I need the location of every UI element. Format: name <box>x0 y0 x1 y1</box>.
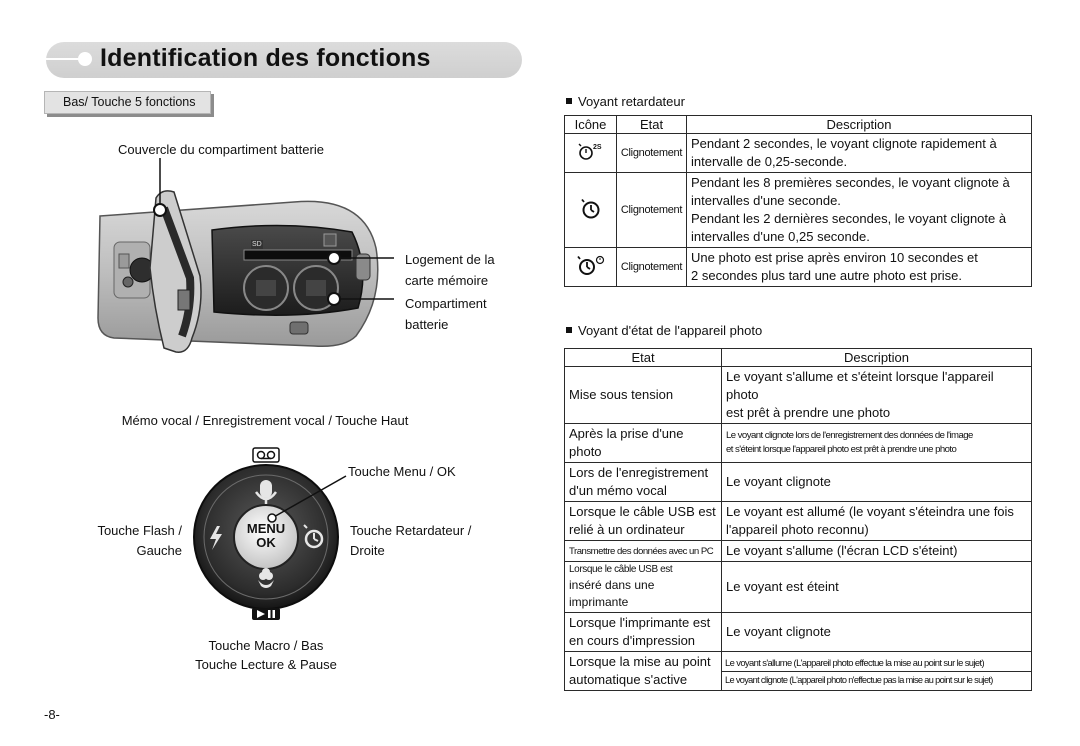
etat-cell: Clignotement <box>617 248 687 287</box>
etat-cell: Clignotement <box>617 173 687 248</box>
etat-cell: Transmettre des données avec un PC <box>565 541 722 562</box>
description-cell: Le voyant est allumé (le voyant s'éteindra une fois l'appareil photo reconnu) <box>722 502 1032 541</box>
double-self-timer-icon <box>575 253 607 277</box>
description-cell: Le voyant est éteint <box>722 562 1032 613</box>
table-row <box>565 248 1032 287</box>
icon-cell <box>565 248 617 287</box>
etat-cell: Lors de l'enregistrement d'un mémo vocal <box>565 463 722 502</box>
self-timer-table <box>564 115 1032 287</box>
bullet-icon <box>566 327 572 333</box>
column-header: Description <box>722 349 1032 367</box>
flash-label-2: Gauche <box>136 543 182 558</box>
flash-label-1: Touche Flash / <box>97 523 182 538</box>
table-row <box>565 541 1032 562</box>
description-cell: Le voyant clignote <box>722 463 1032 502</box>
menu-button-label: MENU <box>246 521 286 536</box>
table-row <box>565 613 1032 652</box>
macro-label: Touche Macro / Bas <box>208 638 324 653</box>
play-pause-label: Touche Lecture & Pause <box>195 657 337 672</box>
table-header-row <box>565 116 1032 134</box>
etat-cell: Lorsque le câble USB est relié à un ordinateur <box>565 502 722 541</box>
description-cell: Le voyant clignote lors de l'enregistrement des données de l'image et s'éteint lorsque l'appareil photo est prêt à prendre une photo <box>722 424 1032 463</box>
menu-ok-label: Touche Menu / OK <box>348 464 456 479</box>
battery-compartment-label-2: batterie <box>405 317 449 332</box>
self-timer-10s-icon <box>578 196 604 220</box>
camera-bottom-illustration <box>94 158 394 360</box>
table-row <box>565 134 1032 173</box>
etat-cell: Après la prise d'une photo <box>565 424 722 463</box>
description-cell: Le voyant clignote <box>722 613 1032 652</box>
column-header: Etat <box>617 116 687 134</box>
etat-cell: Lorsque le câble USB est inséré dans une imprimante <box>565 562 722 613</box>
page-title: Identification des fonctions <box>100 44 431 72</box>
etat-cell: Lorsque la mise au point automatique s'active <box>565 652 722 691</box>
bullet-icon <box>566 98 572 104</box>
section-tag: Bas/ Touche 5 fonctions <box>44 91 211 114</box>
banner-bullet-icon <box>78 52 92 66</box>
description-cell: Le voyant s'allume (L'appareil photo effectue la mise au point sur le sujet) Le voyant clignote (L'appareil photo n'effectue pas la mise au point sur le sujet) <box>722 652 1032 691</box>
description-cell: Une photo est prise après environ 10 secondes et 2 secondes plus tard une autre photo est prise. <box>687 248 1032 287</box>
column-header: Etat <box>565 349 722 367</box>
table-row <box>565 652 1032 691</box>
battery-compartment-label-1: Compartiment <box>405 296 487 311</box>
table-row <box>565 502 1032 541</box>
etat-cell: Lorsque l'imprimante est en cours d'impression <box>565 613 722 652</box>
description-cell: Pendant 2 secondes, le voyant clignote rapidement à intervalle de 0,25-seconde. <box>687 134 1032 173</box>
self-timer-label-1: Touche Retardateur / <box>350 523 472 538</box>
battery-cover-label: Couvercle du compartiment batterie <box>118 142 324 157</box>
ok-button-label: OK <box>256 535 276 550</box>
card-slot-label-2: carte mémoire <box>405 273 489 288</box>
description-cell: Le voyant s'allume et s'éteint lorsque l'appareil photo est prêt à prendre une photo <box>722 367 1032 424</box>
card-slot-label-1: Logement de la <box>405 252 495 267</box>
etat-cell: Clignotement <box>617 134 687 173</box>
table-row <box>565 173 1032 248</box>
etat-cell: Mise sous tension <box>565 367 722 424</box>
table-row <box>565 463 1032 502</box>
self-timer-label-2: Droite <box>350 543 385 558</box>
dial-top-label: Mémo vocal / Enregistrement vocal / Touche Haut <box>121 413 409 428</box>
description-cell: Pendant les 8 premières secondes, le voyant clignote à intervalles d'une seconde. Pendant les 2 dernières secondes, le voyant clignote à intervalles d'une 0,25 seconde. <box>687 173 1032 248</box>
self-timer-heading: Voyant retardateur <box>566 94 685 109</box>
self-timer-2s-icon <box>576 140 606 162</box>
table-row <box>565 562 1032 613</box>
column-header: Icône <box>565 116 617 134</box>
status-lamp-table <box>564 348 1032 691</box>
status-lamp-heading: Voyant d'état de l'appareil photo <box>566 323 762 338</box>
table-header-row <box>565 349 1032 367</box>
table-row <box>565 424 1032 463</box>
icon-cell <box>565 134 617 173</box>
case-marking: SD <box>252 241 262 248</box>
table-row <box>565 367 1032 424</box>
page-number: -8- <box>44 707 60 722</box>
icon-cell <box>565 173 617 248</box>
svg-text:2S: 2S <box>592 143 602 151</box>
column-header: Description <box>687 116 1032 134</box>
description-cell: Le voyant s'allume (l'écran LCD s'éteint) <box>722 541 1032 562</box>
